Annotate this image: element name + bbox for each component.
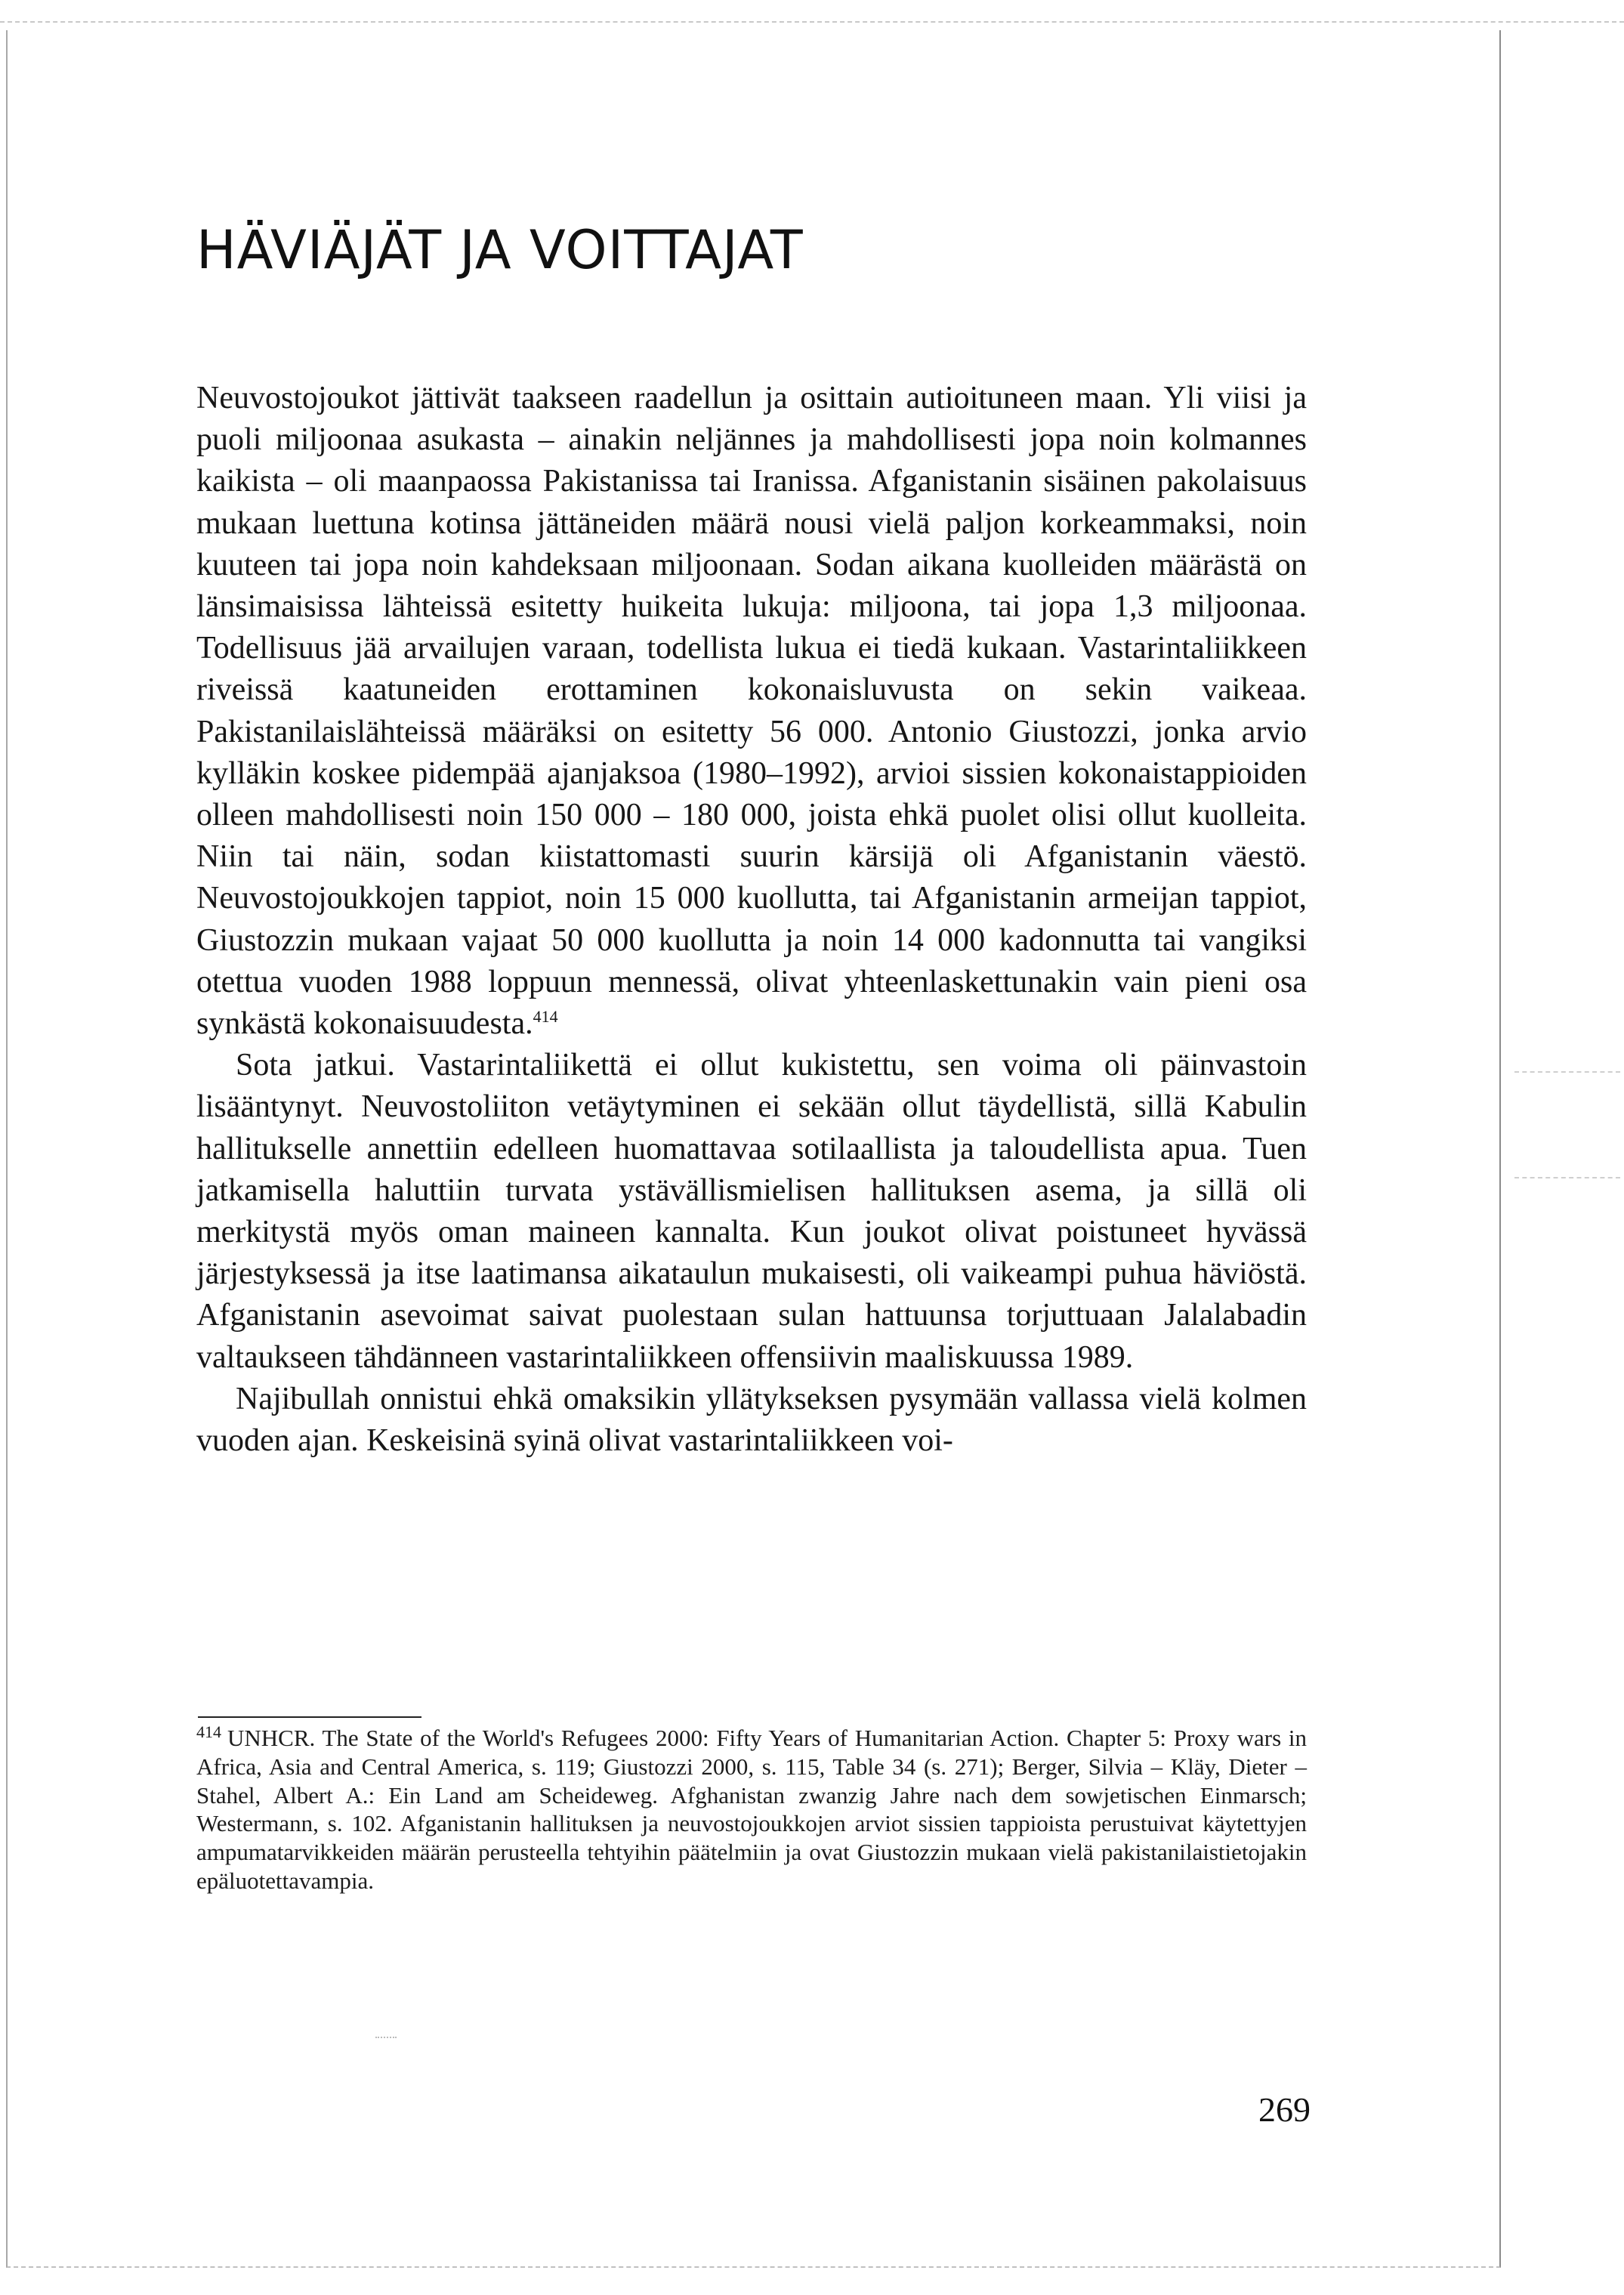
paragraph: Najibullah onnistui ehkä omaksikin yllätykseksen pysymään vallassa vielä kolmen vuoden ajan. Keskeisinä syinä olivat vastarintaliikkeen voi- [196,1381,1307,1459]
footnote-text: UNHCR. The State of the World's Refugees 2000: Fifty Years of Humanitarian Action. Chapter 5: Proxy wars in Africa, Asia and Central America, s. 119; Giustozzi 2000, s. 115, Table 34 (s. 271); Berger, Silvia – Kläy, Dieter – Stahel, Albert A.: Ein Land am Scheideweg. Afghanistan zwanzig Jahre nach dem sowjetischen Einmarsch; Westermann, s. 102. Afganistanin hallituksen ja neuvostojoukkojen arviot sissien tappioista perustuivat käytettyjen ampumatarvikkeiden määrän perusteella tehtyihin päätelmiin ja ovat Giustozzin mukaan vielä pakistanilaistietojakin epäluotettavampia. [196,1725,1307,1894]
footnote-reference: 414 [533,1007,558,1027]
margin-mark [1514,1071,1620,1073]
paragraph-text: Neuvostojoukot jättivät taakseen raadellun ja osittain autioituneen maan. Yli viisi ja puoli miljoonaa asukasta – ainakin neljännes ja mahdollisesti jopa noin kolmannes kaikista – oli maanpaossa Pakistanissa tai Iranissa. Afganistanin sisäinen pakolaisuus mukaan luettuna kotinsa jättäneiden määrä nousi vielä paljon korkeammaksi, noin kuuteen tai jopa noin kahdeksaan miljoonaan. Sodan aikana kuolleiden määrästä on länsimaisissa lähteissä esitetty huikeita lukuja: miljoona, tai jopa 1,3 miljoonaa. Todellisuus jää arvailujen varaan, todellista lukua ei tiedä kukaan. Vastarintaliikkeen riveissä kaatuneiden erottaminen kokonaisluvusta on sekin vaikeaa. Pakistanilaislähteissä määräksi on esitetty 56 000. Antonio Giustozzi, jonka arvio kylläkin koskee pidempää ajanjaksoa (1980–1992), arvioi sissien kokonaistappioiden olleen mahdollisesti noin 150 000 – 180 000, joista ehkä puolet olisi ollut kuolleita. Niin tai näin, sodan kiistattomasti suurin kärsijä oli Afganistanin väestö. Neuvostojoukkojen tappiot, noin 15 000 kuollutta, tai Afganistanin armeijan tappiot, Giustozzin mukaan vajaat 50 000 kuollutta ja noin 14 000 kadonnutta tai vangiksi otettua vuoden 1988 loppuun mennessä, olivat yhteenlaskettunakin vain pieni osa synkästä kokonaisuudesta. [196,381,1307,1042]
paragraph: Sota jatkui. Vastarintaliikettä ei ollut kukistettu, sen voima oli päinvastoin lisääntynyt. Neuvostoliiton vetäytyminen ei sekään ollut täydellistä, sillä Kabulin hallitukselle annettiin edelleen huomattavaa sotilaallista ja taloudellista apua. Tuen jatkamisella haluttiin turvata ystävällismielisen hallituksen asema, ja sillä oli merkitystä myös oman maineen kannalta. Kun joukot olivat poistuneet hyvässä järjestyksessä ja itse laatimansa aikataulun mukaisesti, oli vaikeampi puhua häviöstä. Afganistanin asevoimat saivat puolestaan sulan hattuunsa torjuttuaan Jalalabadin valtaukseen tähdänneen vastarintaliikkeen offensiivin maaliskuussa 1989. [196,1048,1307,1375]
chapter-title: HÄVIÄJÄT JA VOITTAJAT [196,219,804,281]
page-number: 269 [1258,2090,1311,2129]
footnote [196,1724,1307,1895]
margin-mark [1514,1177,1620,1178]
body-text [196,378,1307,1462]
paragraph [196,378,1307,1045]
footnote-number: 414 [196,1722,221,1741]
footnote-divider [198,1716,421,1718]
scan-speck [375,2037,397,2038]
scan-edge-top [0,21,1624,23]
